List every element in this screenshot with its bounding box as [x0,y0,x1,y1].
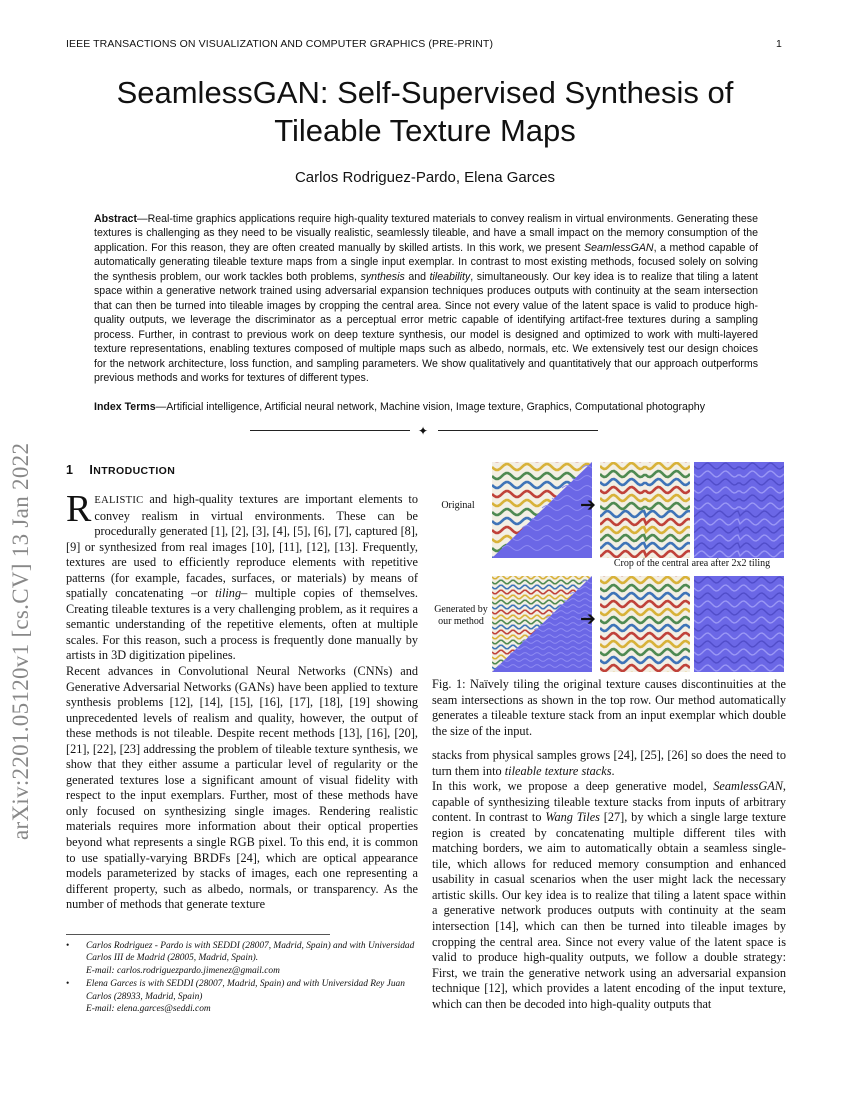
section-separator [246,424,602,438]
section-heading [66,463,175,477]
right-paragraph-0 [432,748,786,779]
footnote-bullet: • [66,979,70,990]
original-crop-normal-image [694,462,784,558]
section-title-first: I [89,463,94,477]
abstract-text-4: , simultaneously. Our key idea is to realize that tiling a latent space within a generative network trained using adversarial expansion techniques produces outputs with continuity at the seam intersection that can then be turned into tileable images by cropping the central area. Since not every value of the latent space is valid to produce high-quality outputs, we leverage the discriminator as a perceptual error metric capable of identifying artifact-free textures during a sampling process. Further, in contrast to previous work on deep texture synthesis, our model is designed and optimized to work with multi-layered texture representations, enabling textures composed of multiple maps such as albedo, normals, etc. We extensively test our design choices for the network architecture, loss function, and sampling parameters. We show qualitatively and quantitatively that our approach outperforms previous methods and works for textures of different types. [94,270,758,384]
abstract-method-name: SeamlessGAN [584,241,654,254]
page-number: 1 [776,38,782,50]
original-crop-normal [694,462,784,558]
label-generated-line1: Generated by [434,604,488,615]
section-title-rest: NTRODUCTION [93,465,176,477]
generated-crop-albedo [600,576,690,672]
right-column [432,748,786,1012]
intro-paragraph-1 [66,488,419,664]
footnote-1-text: Carlos Rodriguez - Pardo is with SEDDI (28007, Madrid, Spain) and with Universidad Carlos III de Madrid (28005, Madrid, Spain). [86,941,415,964]
abstract-text-2: , a method capable of automatically generating tileable texture maps from a single input exemplar. In contrast to most existing methods, focused solely on solving the synthesis problem, our work tackles both problems, [94,241,758,283]
caption-text: Naïvely tiling the original texture causes discontinuities at the seam intersections as shown in the top row. Our method automatically generates a tileable texture stack from an input exemplar which double the size of the input. [432,677,786,738]
footnote-2 [66,978,418,1015]
right-p1-wang-tiles: Wang Tiles [545,810,600,825]
right-p1-method: SeamlessGAN [713,779,783,794]
intro-p1-tiling: tiling [215,586,242,601]
running-header: IEEE TRANSACTIONS ON VISUALIZATION AND COMPUTER GRAPHICS (PRE-PRINT) [66,38,494,50]
label-generated [430,604,492,628]
intro-p1-end: – multiple copies of themselves. Creating tileable textures is a very challenging problem, as it requires a semantic understanding of the repetitive elements, often at multiple scales. For this reason, such a process is frequently done manually by artists in 3D digitization pipelines. [66,586,419,663]
label-original: Original [441,500,475,511]
abstract-text-3: and [404,270,430,283]
original-texture-image [492,462,592,558]
footnote-2-text: Elena Garces is with SEDDI (28007, Madrid, Spain) and with Universidad Rey Juan Carlos (28933, Madrid, Spain) [86,979,405,1002]
crop-label: Crop of the central area after 2x2 tiling [613,558,771,569]
left-column [66,488,419,913]
arxiv-stamp: arXiv:2201.05120v1 [cs.CV] 13 Jan 2022 [8,442,33,840]
generated-texture-image [492,576,592,672]
abstract [94,212,758,385]
generated-crop-normal-image [694,576,784,672]
footnotes [66,940,418,1016]
original-texture-tile [492,462,592,558]
intro-paragraph-2: Recent advances in Convolutional Neural Networks (CNNs) and Generative Adversarial Networks (GANs) have been applied to texture synthesis problems [12], [14], [15], [16], [17], [18], [19] showing unprecedented levels of realism and quality, however, the output of these methods is not tileable. Despite recent methods [13], [16], [20], [21], [22], [23] addressing the problem of tileable texture synthesis, we show that they either assume a particular level of regularity or the generated textures lose a significant amount of visual fidelity with respect to the input exemplars. Further, most of these methods have only focused on synthesizing single images. Rendering realistic materials requires more information about their optical properties beyond what represents a single RGB pixel. To this end, it is common to use spatially-varying BRDFs [24], which are optical appearance models parameterized by stacks of images, each one representing a different property, such as albedo, normals, or transparency. As the number of methods that generate texture [66,664,418,912]
section-number: 1 [66,463,74,477]
right-p1-a: In this work, we propose a deep generative model, [432,779,714,794]
original-crop-albedo-image [600,462,690,558]
caption-label: Fig. 1: [432,677,471,691]
generated-crop-normal [694,576,784,672]
figure-1 [432,458,788,672]
arrow-top-icon: ➔ [580,495,596,516]
right-paragraph-1 [432,779,786,1012]
abstract-label: Abstract [94,213,137,225]
right-p0-text: stacks from physical samples grows [24], [25], [26] so does the need to turn them into [432,748,786,778]
separator-diamond-icon: ✦ [418,424,429,438]
generated-crop-albedo-image [600,576,690,672]
right-p1-c: [27], by which a single large texture region is created by concatenating multiple different tiles with matching borders, we aim to automatically obtain a seamless single-tile, which allows for reduced memory consumption and enhanced usability in casual scenarios when the user might lack the necessary artistic skills. Our key idea is to realize that tiling a latent space within a generative network produces outputs with continuity at the seam intersection [14], which can then be turned into tileable images by cropping the central area. Since not every value of the latent space is valid to produce high-quality outputs, we follow a double strategy: First, we train the generative network using an adversarial expansion technique [12], which provides a latent encoding of the input texture, which can then be decoded into high-quality outputs that [432,810,786,1011]
label-generated-line2: our method [438,616,484,627]
arrow-bottom-icon: ➔ [580,609,596,630]
footnote-1-email: E-mail: carlos.rodriguezpardo.jimenez@gmail.com [86,965,280,976]
right-p1-b: , capable of synthesizing tileable texture stacks from inputs of arbitrary content. In contrast to [432,779,786,825]
footnote-2-email: E-mail: elena.garces@seddi.com [86,1004,211,1015]
dropcap: R [66,488,92,530]
abstract-synthesis: synthesis [360,270,405,283]
footnote-bullet: • [66,941,70,951]
original-crop-albedo [600,462,690,558]
index-terms-label: Index Terms [94,401,156,413]
generated-texture-tile [492,576,592,672]
footnote-1 [66,940,418,977]
intro-p1-text: and high-quality textures are important elements to convey realism in virtual environments. These can be procedurally generated [1], [2], [3], [4], [5], [6], [7], captured [8], [9] or synthesized from real images [10], [11], [12], [13]. Frequently, textures are used to efficiently reproduce elements with repetitive patterns (for example, facades, surfaces, or materials) by means of spatially concatenating –or [66,492,418,601]
paper-title: SeamlessGAN: Self-Supervised Synthesis of Tileable Texture Maps [116,75,734,148]
paper-authors: Carlos Rodriguez-Pardo, Elena Garces [294,169,556,186]
dropcap-rest: EALISTIC [94,495,144,506]
figure-caption [432,677,786,739]
abstract-tileability: tileability [429,270,471,283]
index-terms [94,400,758,414]
right-p0-end: . [611,763,615,778]
footnote-rule [66,934,330,935]
right-p0-em: tileable texture stacks [504,763,612,778]
abstract-text-1: —Real-time graphics applications require high-quality textured materials to convey realism in virtual environments. Generating these textures is challenging as they need to be visually realistic, seamlessly tileable, and have a small impact on the memory consumption of the application. For this reason, they are often created manually by skilled artists. In this work, we present [94,213,758,254]
index-terms-text: —Artificial intelligence, Artificial neural network, Machine vision, Image texture, Graphics, Computational photography [155,401,705,413]
